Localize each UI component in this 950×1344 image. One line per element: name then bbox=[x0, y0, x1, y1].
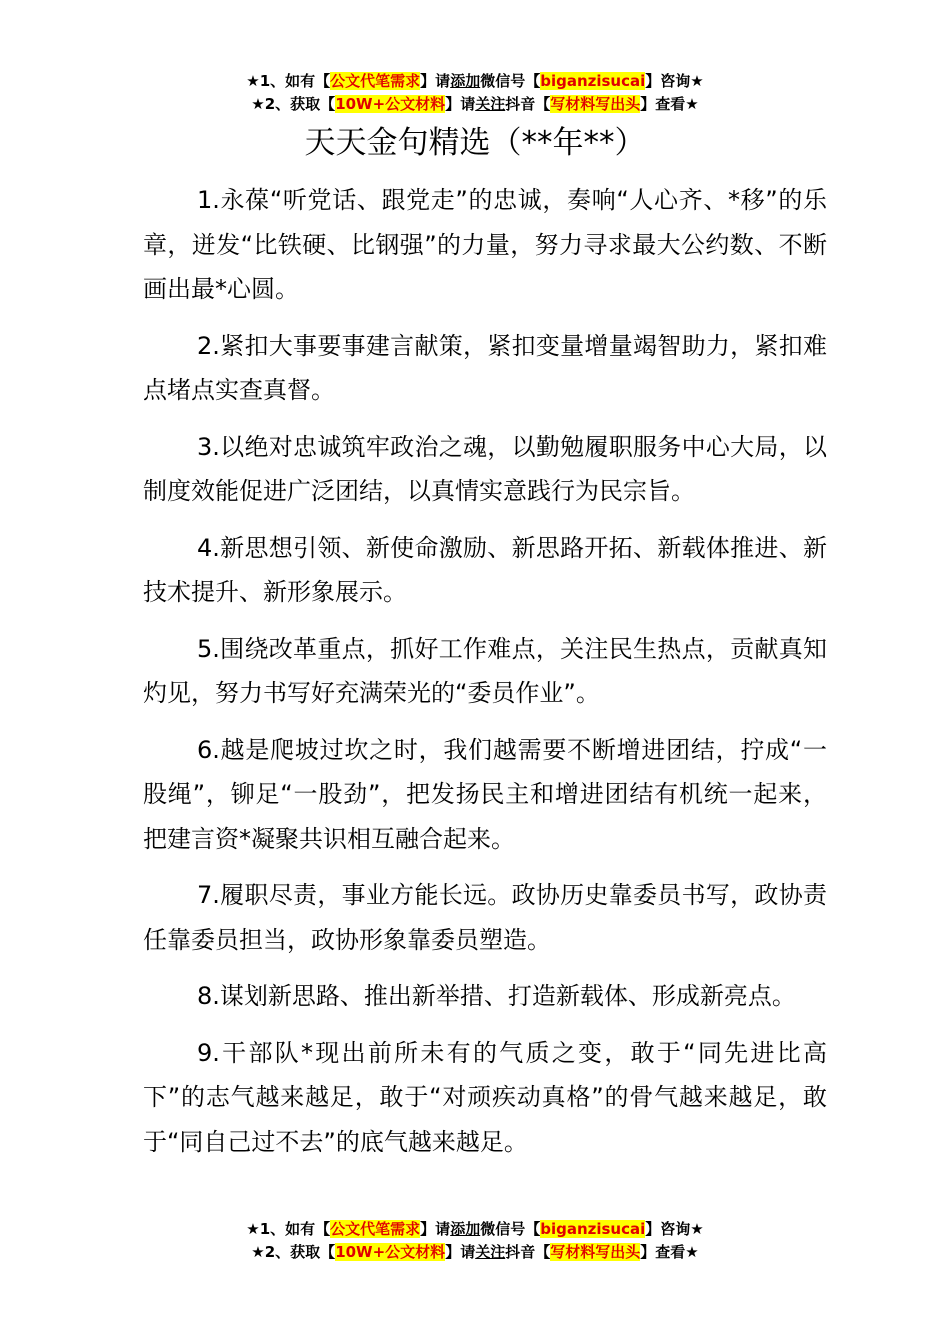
quote-paragraph-6: 6.越是爬坡过坎之时，我们越需要不断增进团结，拧成“一股绳”，铆足“一股劲”，把发扬民主和增进团结有机统一起来，把建言资*凝聚共识相互融合起来。 bbox=[143, 735, 827, 853]
promo-line-1-highlight-wechat: biganzisucai bbox=[540, 72, 646, 90]
promo-line-1 bbox=[0, 70, 950, 93]
promo-line-2-underline: 关注 bbox=[475, 95, 506, 113]
footer-promo-line-2-middle-a: 】请 bbox=[445, 1243, 476, 1261]
promo-line-2 bbox=[0, 93, 950, 116]
footer-promo-line-2-highlight-materials: 10W+公文材料 bbox=[335, 1243, 446, 1261]
footer-promo-line-1-suffix: 】咨询★ bbox=[645, 1220, 704, 1238]
footer-promo-line-1-highlight-service: 公文代笔需求 bbox=[330, 1220, 421, 1238]
quote-paragraph-2: 2.紧扣大事要事建言献策，紧扣变量增量竭智助力，紧扣难点堵点实查真督。 bbox=[143, 331, 827, 404]
footer-promo-line-2-highlight-douyin: 写材料写出头 bbox=[550, 1243, 641, 1261]
promo-line-2-suffix: 】查看★ bbox=[640, 95, 699, 113]
footer-promo-line-1 bbox=[0, 1218, 950, 1241]
document-body bbox=[143, 178, 827, 1176]
promo-line-1-highlight-service: 公文代笔需求 bbox=[330, 72, 421, 90]
footer-promo-line-1-middle-a: 】请 bbox=[420, 1220, 451, 1238]
footer-promo-line-1-middle-b: 微信号【 bbox=[480, 1220, 541, 1238]
promo-line-2-middle-a: 】请 bbox=[445, 95, 476, 113]
footer-promo-line-1-underline: 添加 bbox=[450, 1220, 481, 1238]
footer-promo-line-1-highlight-wechat: biganzisucai bbox=[540, 1220, 646, 1238]
quote-paragraph-7: 7.履职尽责，事业方能长远。政协历史靠委员书写，政协责任靠委员担当，政协形象靠委员塑造。 bbox=[143, 881, 827, 954]
promo-line-2-highlight-douyin: 写材料写出头 bbox=[550, 95, 641, 113]
footer-promo-line-2-underline: 关注 bbox=[475, 1243, 506, 1261]
promo-line-1-underline: 添加 bbox=[450, 72, 481, 90]
promo-line-1-prefix: ★1、如有【 bbox=[246, 72, 331, 90]
footer-promo-line-2-prefix: ★2、获取【 bbox=[251, 1243, 336, 1261]
footer-promo-banner bbox=[0, 1218, 950, 1264]
quote-paragraph-9: 9.干部队*现出前所未有的气质之变，敢于“同先进比高下”的志气越来越足，敢于“对顽疾动真格”的骨气越来越足，敢于“同自己过不去”的底气越来越足。 bbox=[143, 1038, 827, 1156]
quote-paragraph-1: 1.永葆“听党话、跟党走”的忠诚，奏响“人心齐、*移”的乐章，迸发“比铁硬、比钢强”的力量，努力寻求最大公约数、不断画出最*心圆。 bbox=[143, 186, 827, 303]
footer-promo-line-2 bbox=[0, 1241, 950, 1264]
promo-line-1-middle-b: 微信号【 bbox=[480, 72, 541, 90]
quote-paragraph-3: 3.以绝对忠诚筑牢政治之魂，以勤勉履职服务中心大局，以制度效能促进广泛团结，以真情实意践行为民宗旨。 bbox=[143, 432, 827, 505]
quote-paragraph-5: 5.围绕改革重点，抓好工作难点，关注民生热点，贡献真知灼见，努力书写好充满荣光的“委员作业”。 bbox=[143, 634, 827, 707]
promo-line-1-suffix: 】咨询★ bbox=[645, 72, 704, 90]
promo-line-1-middle-a: 】请 bbox=[420, 72, 451, 90]
quote-paragraph-8: 8.谋划新思路、推出新举措、打造新载体、形成新亮点。 bbox=[197, 982, 796, 1010]
promo-line-2-highlight-materials: 10W+公文材料 bbox=[335, 95, 446, 113]
footer-promo-line-1-prefix: ★1、如有【 bbox=[246, 1220, 331, 1238]
promo-line-2-prefix: ★2、获取【 bbox=[251, 95, 336, 113]
footer-promo-line-2-suffix: 】查看★ bbox=[640, 1243, 699, 1261]
document-title: 天天金句精选（**年**） bbox=[304, 125, 646, 161]
header-promo-banner bbox=[0, 70, 950, 116]
promo-line-2-middle-b: 抖音【 bbox=[505, 95, 551, 113]
quote-paragraph-4: 4.新思想引领、新使命激励、新思路开拓、新载体推进、新技术提升、新形象展示。 bbox=[143, 533, 827, 606]
footer-promo-line-2-middle-b: 抖音【 bbox=[505, 1243, 551, 1261]
